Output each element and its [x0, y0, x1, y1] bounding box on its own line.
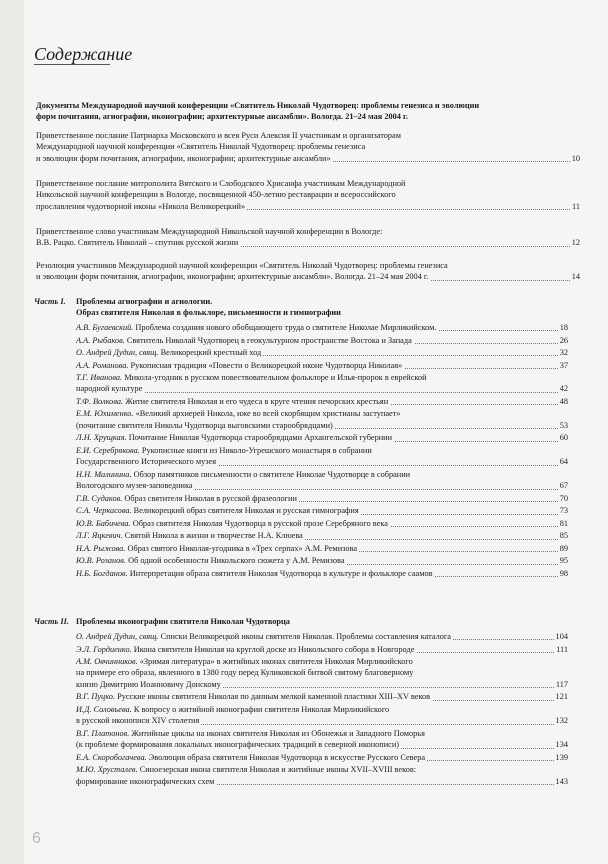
toc-entry	[76, 543, 568, 554]
toc-entry-title: Международной научной конференции «Святитель Николай Чудотворец: проблемы генезиса	[36, 142, 366, 152]
part-1-title: Проблемы агиографии и агиологии.	[76, 297, 213, 306]
toc-entry-text	[76, 556, 347, 565]
toc-entry-page: 89	[559, 543, 568, 553]
toc-entry-title: Об одной особенности Никольского сюжета у А.М. Ремизова	[128, 556, 345, 566]
toc-entry-author: А.М. Овчинников.	[76, 657, 138, 666]
toc-entry-title: Списки Великорецкой иконы святителя Николая. Проблемы составления каталога	[160, 632, 451, 641]
toc-entry-author: О. Андрей Дудин, свящ.	[76, 348, 159, 357]
toc-entry-line	[76, 347, 568, 358]
toc-entry	[76, 656, 568, 690]
toc-entry-page: 139	[555, 752, 568, 762]
toc-entry-page: 18	[559, 323, 568, 332]
toc-entry	[76, 555, 568, 566]
toc-entry-title: прославления чудотворной иконы «Никола Великорецкий»	[36, 201, 246, 211]
toc-entry-page: 60	[559, 433, 568, 443]
toc-entry-text	[36, 202, 247, 211]
toc-entry-text	[76, 397, 390, 406]
toc-entry-line	[76, 518, 568, 529]
toc-entry-author: В.Г. Платонов.	[76, 728, 130, 738]
toc-entry-text	[76, 716, 201, 725]
toc-entry-text	[76, 506, 361, 515]
toc-entry	[76, 396, 568, 407]
toc-entry-title: и эволюции форм почитания, агиографии, иконографии; архитектурные ансамбли». Вологда. 21–24 мая 2004 г.	[36, 272, 429, 282]
toc-entry-text	[76, 657, 415, 666]
toc-entry-line	[76, 372, 568, 383]
toc-entry-author: Н.Н. Малинина.	[76, 469, 132, 479]
toc-entry-text	[76, 668, 415, 677]
toc-entry	[76, 691, 568, 702]
toc-entry-author: А.А. Романова.	[76, 360, 129, 370]
toc-entry-line	[36, 201, 580, 212]
toc-entry-author: А.А. Рыбаков.	[76, 335, 125, 345]
toc-entry-page: 111	[556, 644, 568, 654]
toc-entry-author: Н.А. Рыжова.	[76, 543, 126, 553]
toc-entry-page: 67	[559, 481, 568, 491]
toc-entry	[76, 752, 568, 763]
toc-entry-author: Т.Г. Иванова.	[76, 373, 123, 382]
toc-entry-title: Эволюция образа святителя Николая Чудотворца в искусстве Русского Севера	[148, 752, 426, 762]
toc-entry	[76, 518, 568, 529]
part-2-heading	[34, 616, 290, 627]
toc-entry-author: С.А. Черкасова.	[76, 506, 132, 516]
toc-entry-title: Икона святителя Николая на круглой доске из Никольского собора в Новгороде	[133, 644, 415, 654]
toc-entry-title: Житие святителя Николая и его чудеса в круге чтения печорских крестьян	[125, 396, 389, 406]
toc-entry	[76, 335, 568, 346]
toc-entry-page: 134	[555, 740, 568, 750]
toc-entry-text	[76, 323, 438, 332]
toc-entry-title: Синоезерская икона святителя Николая и житийные иконы XVII–XVIII веков:	[139, 765, 417, 775]
toc-entry-page: 73	[559, 506, 568, 516]
toc-entry-line	[76, 691, 568, 702]
toc-entry-line	[76, 667, 568, 678]
toc-entry-text	[76, 680, 223, 689]
toc-entry	[76, 347, 568, 358]
toc-entry-text	[76, 481, 195, 490]
toc-entry-text	[76, 569, 435, 578]
toc-entry-text	[36, 131, 403, 140]
toc-entry-title: Образ святителя Николая Чудотворца в русской прозе Серебряного века	[132, 518, 388, 528]
toc-entry	[76, 322, 568, 333]
toc-entry-page: 104	[555, 632, 568, 641]
toc-entry-title: и эволюции форм почитания, агиографии, иконографии; архитектурные ансамбли»	[36, 153, 331, 163]
toc-entry-text	[76, 348, 263, 357]
toc-entry-page: 143	[555, 776, 568, 786]
toc-entry-line	[36, 141, 580, 152]
toc-entry-text	[76, 373, 429, 382]
part-2-title: Проблемы иконографии святителя Николая Чудотворца	[76, 617, 290, 626]
page-margin	[0, 0, 24, 864]
intro-heading-line: форм почитания, агиографии, иконографии; архитектурные ансамбли». Вологда. 21–24 мая 2004 г.	[36, 112, 408, 122]
toc-entry-title: Приветственное слово участникам Международной Никольской научной конференции в Вологде:	[36, 227, 383, 236]
toc-entry-title: Великорецкий образ святителя Николая и русская гимнография	[133, 506, 359, 516]
toc-entry-line	[76, 715, 568, 726]
toc-entry-page: 132	[555, 716, 568, 726]
toc-entry-text	[36, 227, 384, 236]
intro-heading-line: Документы Международной научной конференции «Святитель Николай Чудотворец: проблемы генезиса и эволюции	[36, 101, 480, 110]
toc-entry-title: Микола-угодник в русском повествовательном фольклоре и Илья-пророк в еврейской	[124, 373, 427, 382]
toc-entry-title: в русской иконописи XIV столетия	[76, 716, 200, 726]
toc-entry-title: Русские иконы святителя Николая по данным мелкой каменной пластики XIII–XV веков	[117, 692, 431, 702]
toc-entry	[76, 568, 568, 579]
toc-entry-title: Резолюция участников Международной научной конференции «Святитель Николай Чудотворец: проблемы генезиса	[36, 261, 448, 270]
toc-entry-text	[76, 765, 418, 774]
toc-entry-text	[36, 238, 240, 247]
toc-entry-title: Интерпретация образа святителя Николая Чудотворца в культуре и фольклоре саамов	[129, 568, 433, 578]
toc-entry-line	[76, 432, 568, 443]
toc-entry-title: В.В. Рацко. Святитель Николай – спутник русской жизни	[36, 238, 239, 248]
part-1-label: Часть I.	[34, 297, 66, 306]
toc-entry-line	[76, 335, 568, 346]
toc-entry-line	[76, 322, 568, 333]
toc-entry-text	[76, 361, 404, 370]
toc-entry-text	[76, 336, 414, 345]
toc-entry-author: И.Д. Соловьева.	[76, 704, 132, 714]
toc-entry	[76, 631, 568, 642]
toc-entry-title: Рукописная традиция «Повести о Великорецкой иконе Чудотворца Николая»	[130, 360, 403, 370]
toc-entry-title: Святой Никола в жизни и творчестве Н.А. Клюева	[124, 531, 303, 541]
toc-entry-author: А.В. Бугаевский.	[76, 323, 134, 332]
part-2-label: Часть II.	[34, 617, 69, 626]
toc-entry	[76, 432, 568, 443]
toc-entry-title: Почитание Николая Чудотворца старообрядцами Архангельской губернии	[128, 433, 393, 443]
toc-entry-title: (к проблеме формирования локальных иконографических традиций в северной иконописи)	[76, 740, 400, 750]
title-underline	[34, 64, 110, 65]
toc-entry	[76, 728, 568, 751]
toc-entry-text	[76, 446, 374, 455]
toc-entry-title: Никольской научной конференции в Вологде, посвященной 450-летию реставрации и всероссийского	[36, 190, 396, 200]
toc-entry-line	[76, 420, 568, 431]
toc-entry-line	[76, 704, 568, 715]
toc-entry	[76, 704, 568, 727]
toc-entry-page: 42	[559, 384, 568, 394]
toc-entry-title: Обзор памятников письменности о святителе Николае Чудотворце в собрании	[133, 469, 411, 479]
toc-entry-title: формирование иконографических схем	[76, 776, 215, 786]
toc-entry-line	[76, 776, 568, 787]
toc-entry-author: Л.Н. Хрущкая.	[76, 433, 127, 443]
toc-entry-title: Приветственное послание Патриарха Московского и всея Руси Алексия II участникам и организаторам	[36, 131, 401, 140]
toc-entry-line	[76, 631, 568, 642]
toc-entry-text	[76, 457, 218, 466]
toc-entry-author: Т.Ф. Волкова.	[76, 396, 124, 406]
toc-entry-title: К вопросу о житийной иконографии святителя Николая Мирликийского	[133, 704, 390, 714]
toc-entry	[76, 493, 568, 504]
toc-entry-title: Государственного Исторического музея	[76, 457, 217, 467]
toc-entry-page: 121	[555, 692, 568, 702]
page-number: 6	[32, 830, 41, 847]
toc-entry	[36, 178, 580, 212]
toc-entry-line	[76, 555, 568, 566]
toc-entry-line	[76, 752, 568, 763]
toc-entry-line	[76, 739, 568, 750]
toc-entry-title: Образ святителя Николая в русской фразеологии	[124, 493, 297, 503]
toc-entry	[76, 530, 568, 541]
toc-entry-text	[36, 142, 367, 151]
toc-entry-title: князю Димитрию Иоанновичу Донскому	[76, 679, 221, 689]
toc-entry	[76, 469, 568, 492]
toc-entry-title: Великорецкий крестный ход	[160, 348, 262, 357]
toc-entry-author: Э.Л. Гордиенко.	[76, 644, 132, 654]
toc-entry-line	[76, 568, 568, 579]
toc-entry-text	[36, 190, 398, 199]
toc-entry-title: (почитание святителя Николы Чудотворца выговскими старообрядцами)	[76, 420, 333, 430]
intro-heading	[36, 100, 580, 123]
toc-entry-text	[76, 692, 432, 701]
toc-entry-text	[76, 494, 299, 503]
toc-entry-line	[76, 360, 568, 371]
toc-entry-title: Приветственное послание митрополита Вятского и Слободского Хрисанфа участникам Международной	[36, 179, 406, 188]
toc-entry	[76, 764, 568, 787]
toc-entry	[76, 408, 568, 431]
toc-entry-page: 98	[559, 568, 568, 578]
toc-entry-author: Ю.В. Бабичева.	[76, 518, 131, 528]
toc-entry-title: Святитель Николай Чудотворец в геокультурном пространстве Востока и Запада	[126, 335, 412, 345]
toc-entry-title: Образ святого Николая-угодника в «Трех серпах» А.М. Ремизова	[127, 543, 358, 553]
toc-entry-author: Г.В. Судаков.	[76, 493, 123, 503]
toc-entry-title: Проблема создания нового обобщающего труда о святителе Николае Мирликийском.	[135, 323, 437, 332]
toc-entry-text	[76, 753, 427, 762]
toc-entry	[36, 226, 580, 249]
toc-entry-author: Е.А. Скоробогачева.	[76, 752, 147, 762]
toc-entry-text	[76, 632, 453, 641]
toc-entry-page: 81	[559, 518, 568, 528]
toc-entry-page: 70	[559, 493, 568, 503]
toc-entry-line	[76, 764, 568, 775]
part-1-subtitle: Образ святителя Николая в фольклоре, письменности и гимнографии	[76, 308, 341, 317]
toc-entry-line	[76, 469, 568, 480]
toc-entry-page: 11	[572, 201, 580, 211]
toc-entry-title: на примере его образа, явленного в 1380 году перед Куликовской битвой святому благоверному	[76, 668, 414, 678]
toc-entry-line	[36, 226, 580, 237]
toc-entry-text	[76, 470, 412, 479]
toc-entry-text	[76, 705, 391, 714]
toc-entry-title: Житийные циклы на иконах святителя Николая из Обонежья и Западного Поморья	[131, 728, 425, 738]
page-title: Содержание	[34, 44, 133, 64]
toc-entry-page: 26	[559, 335, 568, 345]
toc-entry-page: 85	[559, 531, 568, 541]
toc-entry-line	[36, 260, 580, 271]
toc-entry-line	[36, 271, 580, 282]
toc-entry-text	[76, 409, 402, 418]
toc-entry-author: Е.И. Серебрякова.	[76, 445, 140, 455]
toc-entry-line	[76, 728, 568, 739]
toc-entry-title: Вологодского музея-заповедника	[76, 481, 193, 491]
toc-entry-line	[76, 644, 568, 655]
toc-entry-text	[36, 261, 450, 270]
toc-entry-line	[76, 656, 568, 667]
toc-entry-author: Е.М. Юхименко.	[76, 409, 134, 419]
toc-entry-text	[36, 272, 430, 281]
toc-entry-author: О. Андрей Дудин, свящ.	[76, 632, 159, 641]
toc-entry-author: М.Ю. Хрусталев.	[76, 765, 138, 775]
toc-entry	[36, 260, 580, 283]
toc-entry-line	[76, 445, 568, 456]
toc-entry	[76, 372, 568, 395]
part-1-heading	[34, 296, 212, 307]
toc-entry-page: 117	[555, 679, 568, 689]
toc-entry-title: Рукописные книги из Николо-Угрешского монастыря в собрании	[141, 445, 372, 455]
toc-entry-text	[36, 154, 333, 163]
toc-entry-line	[36, 189, 580, 200]
toc-entry-page: 32	[559, 348, 568, 357]
toc-entry	[76, 360, 568, 371]
toc-entry-author: Л.Г. Яцкевич.	[76, 531, 123, 541]
toc-entry-line	[76, 543, 568, 554]
toc-entry-author: Н.Б. Богданов.	[76, 568, 128, 578]
toc-entry-line	[36, 237, 580, 248]
toc-entry-line	[76, 396, 568, 407]
toc-entry-text	[76, 740, 401, 749]
toc-entry	[76, 505, 568, 516]
toc-entry-text	[76, 433, 394, 442]
toc-entry-page: 10	[571, 153, 580, 163]
toc-entry-line	[76, 456, 568, 467]
toc-entry-text	[76, 729, 427, 738]
toc-entry-author: Ю.В. Розанов.	[76, 556, 126, 566]
toc-entry-line	[76, 530, 568, 541]
toc-entry-page: 14	[571, 272, 580, 282]
toc-entry-page: 12	[571, 238, 580, 248]
toc-entry-line	[76, 480, 568, 491]
toc-entry-text	[76, 519, 390, 528]
toc-entry	[76, 644, 568, 655]
toc-entry-line	[76, 493, 568, 504]
toc-entry-line	[76, 505, 568, 516]
toc-entry-text	[36, 179, 408, 188]
toc-entry-page: 53	[559, 420, 568, 430]
toc-entry-title: народной культуре	[76, 384, 143, 394]
toc-entry-text	[76, 384, 144, 393]
toc-entry-text	[76, 531, 305, 540]
toc-entry	[36, 130, 580, 164]
toc-entry	[76, 445, 568, 468]
toc-entry-page: 64	[559, 457, 568, 467]
toc-entry-title: «Зримая литература» в житийных иконах святителя Николая Мирликийского	[139, 657, 413, 666]
toc-entry-line	[76, 383, 568, 394]
toc-entry-page: 48	[559, 396, 568, 406]
dot-leader	[76, 392, 568, 393]
toc-entry-page: 95	[559, 556, 568, 566]
toc-entry-line	[36, 178, 580, 189]
toc-entry-text	[76, 544, 359, 553]
toc-entry-author: В.Г. Пуцко.	[76, 692, 115, 702]
toc-entry-text	[76, 421, 335, 430]
toc-entry-text	[76, 777, 216, 786]
toc-entry-line	[36, 130, 580, 141]
toc-entry-line	[76, 679, 568, 690]
toc-entry-title: «Великий архиерей Никола, иже во всей скорбящим христианы заступает»	[135, 409, 401, 419]
toc-entry-line	[76, 408, 568, 419]
toc-entry-text	[76, 645, 416, 654]
toc-entry-page: 37	[559, 360, 568, 370]
toc-entry-line	[36, 153, 580, 164]
